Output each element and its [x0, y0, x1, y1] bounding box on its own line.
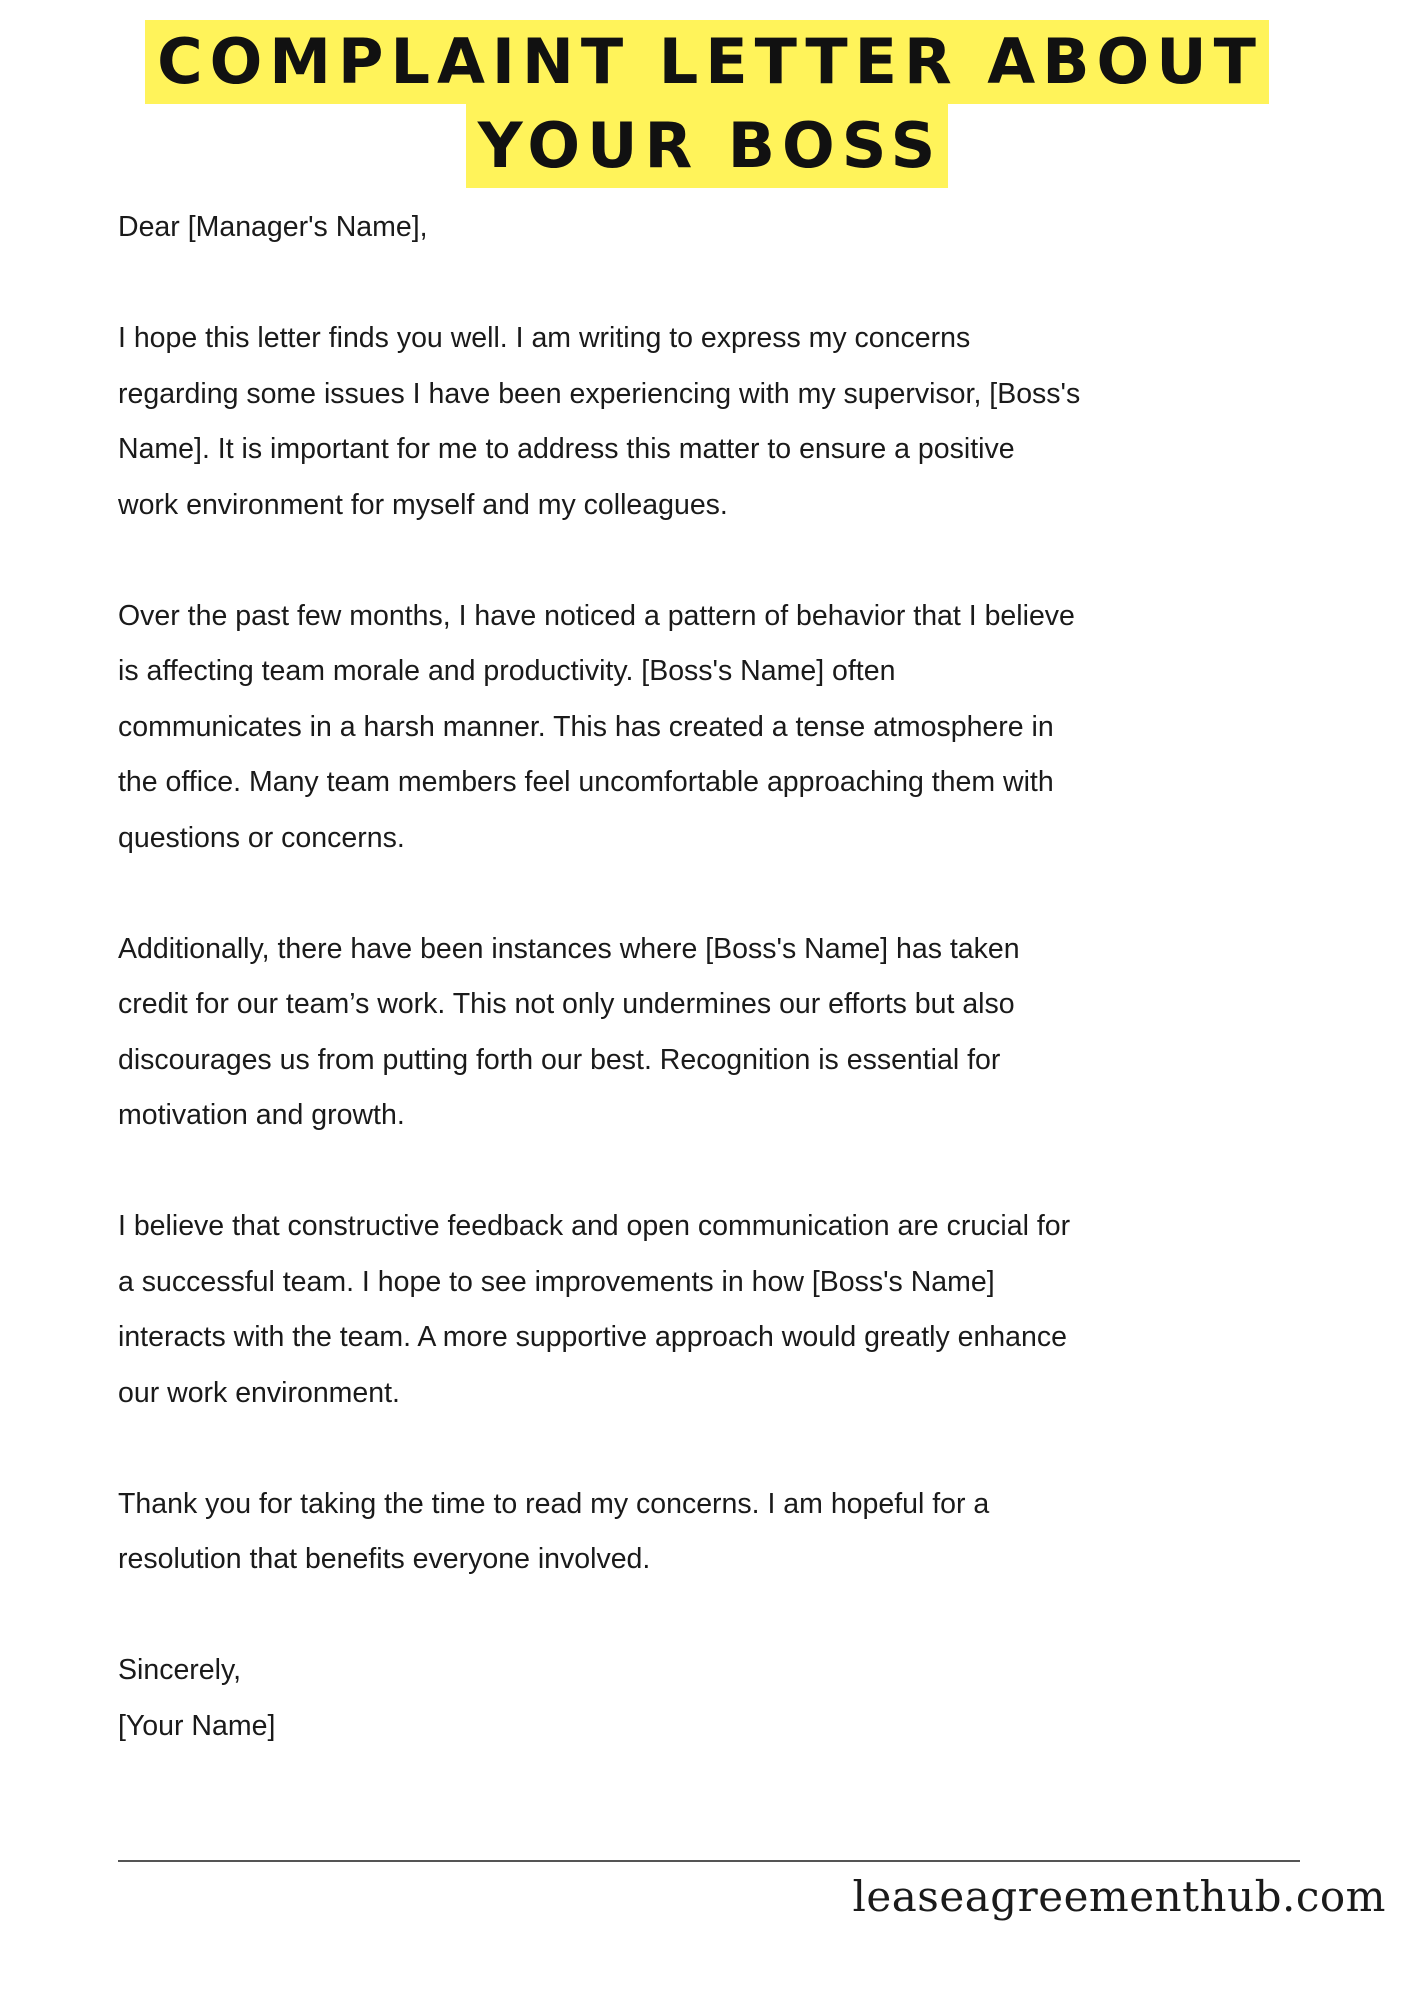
paragraph-behavior: Over the past few months, I have noticed a pattern of behavior that I believe is affecting team morale and productivity. [Boss's Name] often communicates in a harsh manner. This has created a tense atmosphere in the office. Many team members feel uncomfortable approaching them with questions or concerns.	[118, 599, 1075, 854]
footer-divider	[118, 1860, 1300, 1862]
paragraph-credit: Additionally, there have been instances where [Boss's Name] has taken credit for our team’s work. This not only undermines our efforts but also discourages us from putting forth our best. Recognition is essential for motivation and growth.	[118, 932, 1020, 1131]
closing: Sincerely,	[118, 1654, 242, 1686]
title-line-2: YOUR BOSS	[466, 104, 949, 188]
letter-body	[118, 200, 1318, 1754]
paragraph-intro: I hope this letter finds you well. I am writing to express my concerns regarding some issues I have been experiencing with my supervisor, [Boss's Name]. It is important for me to address this matter to ensure a positive work environment for myself and my colleagues.	[118, 322, 1081, 521]
salutation: Dear [Manager's Name],	[118, 211, 428, 243]
document-title	[0, 20, 1414, 188]
paragraph-feedback: I believe that constructive feedback and open communication are crucial for a successful team. I hope to see improvements in how [Boss's Name] interacts with the team. A more supportive approach would greatly enhance our work environment.	[118, 1210, 1071, 1409]
brand-watermark: leaseagreementhub.com	[852, 1872, 1386, 1921]
title-line-1: COMPLAINT LETTER ABOUT	[145, 20, 1269, 104]
paragraph-thanks: Thank you for taking the time to read my concerns. I am hopeful for a resolution that benefits everyone involved.	[118, 1487, 990, 1575]
signature: [Your Name]	[118, 1709, 276, 1742]
